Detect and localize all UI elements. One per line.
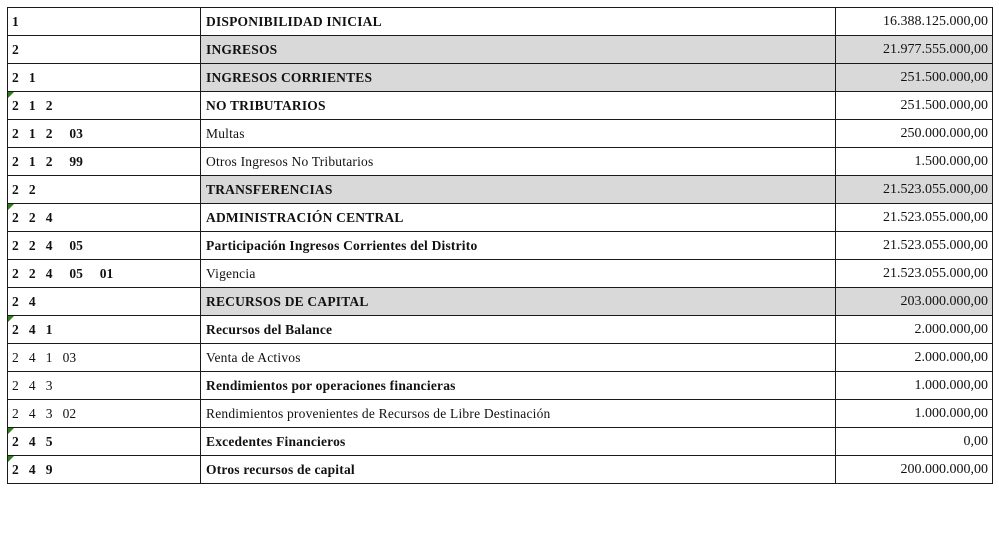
amount-cell[interactable] [836, 344, 993, 372]
table-row [8, 428, 993, 456]
account-code: 2 4 1 [12, 321, 53, 337]
account-code-cell[interactable] [8, 400, 201, 428]
account-code: 2 2 4 05 [12, 237, 83, 253]
account-code-cell[interactable] [8, 120, 201, 148]
account-name-cell[interactable] [201, 372, 836, 400]
account-name: Venta de Activos [206, 349, 301, 365]
account-code-cell[interactable] [8, 456, 201, 484]
account-name: Rendimientos por operaciones financieras [206, 377, 456, 393]
account-name: DISPONIBILIDAD INICIAL [206, 13, 382, 29]
table-row [8, 92, 993, 120]
table-row [8, 260, 993, 288]
amount-cell[interactable] [836, 288, 993, 316]
amount-value: 21.523.055.000,00 [883, 181, 988, 197]
table-row [8, 64, 993, 92]
table-row [8, 372, 993, 400]
amount-cell[interactable] [836, 92, 993, 120]
amount-cell[interactable] [836, 64, 993, 92]
account-name-cell[interactable] [201, 92, 836, 120]
amount-value: 1.000.000,00 [914, 377, 988, 393]
account-code: 2 4 3 02 [12, 405, 77, 421]
amount-value: 2.000.000,00 [914, 349, 988, 365]
account-name-cell[interactable] [201, 148, 836, 176]
account-code-cell[interactable] [8, 204, 201, 232]
account-name: Multas [206, 125, 245, 141]
amount-value: 21.523.055.000,00 [883, 209, 988, 225]
account-name-cell[interactable] [201, 120, 836, 148]
table-row [8, 288, 993, 316]
account-code-cell[interactable] [8, 232, 201, 260]
comment-marker-icon [8, 428, 14, 434]
table-row [8, 176, 993, 204]
amount-cell[interactable] [836, 8, 993, 36]
account-code: 2 2 4 [12, 209, 53, 225]
account-code: 2 4 [12, 293, 36, 309]
account-name: INGRESOS [206, 41, 278, 57]
amount-value: 251.500.000,00 [900, 97, 988, 113]
account-code: 2 2 [12, 181, 36, 197]
amount-cell[interactable] [836, 120, 993, 148]
account-name: ADMINISTRACIÓN CENTRAL [206, 209, 404, 225]
account-code: 2 1 2 99 [12, 153, 83, 169]
account-code: 2 [12, 41, 19, 57]
account-code-cell[interactable] [8, 64, 201, 92]
account-name: NO TRIBUTARIOS [206, 97, 326, 113]
account-code: 2 1 [12, 69, 36, 85]
account-name: Participación Ingresos Corrientes del Distrito [206, 237, 478, 253]
account-name: Vigencia [206, 265, 256, 281]
amount-cell[interactable] [836, 456, 993, 484]
table-row [8, 36, 993, 64]
amount-cell[interactable] [836, 316, 993, 344]
account-code: 2 2 4 05 01 [12, 265, 114, 281]
account-code-cell[interactable] [8, 92, 201, 120]
comment-marker-icon [8, 316, 14, 322]
comment-marker-icon [8, 204, 14, 210]
amount-value: 0,00 [963, 433, 988, 449]
account-name-cell[interactable] [201, 204, 836, 232]
account-name-cell[interactable] [201, 288, 836, 316]
account-name-cell[interactable] [201, 456, 836, 484]
amount-value: 1.000.000,00 [914, 405, 988, 421]
amount-value: 2.000.000,00 [914, 321, 988, 337]
account-name-cell[interactable] [201, 64, 836, 92]
amount-value: 200.000.000,00 [900, 461, 988, 477]
amount-cell[interactable] [836, 372, 993, 400]
account-code-cell[interactable] [8, 372, 201, 400]
table-row [8, 344, 993, 372]
amount-value: 16.388.125.000,00 [883, 13, 988, 29]
comment-marker-icon [8, 456, 14, 462]
amount-cell[interactable] [836, 232, 993, 260]
account-name: Recursos del Balance [206, 321, 333, 337]
account-name-cell[interactable] [201, 428, 836, 456]
amount-cell[interactable] [836, 176, 993, 204]
account-name: Otros Ingresos No Tributarios [206, 153, 374, 169]
account-name: Rendimientos provenientes de Recursos de Libre Destinación [206, 405, 551, 421]
account-code: 2 4 1 03 [12, 349, 77, 365]
amount-value: 1.500.000,00 [914, 153, 988, 169]
table-row [8, 232, 993, 260]
account-name-cell[interactable] [201, 176, 836, 204]
account-name-cell[interactable] [201, 36, 836, 64]
table-row [8, 456, 993, 484]
amount-cell[interactable] [836, 36, 993, 64]
account-code-cell[interactable] [8, 260, 201, 288]
table-row [8, 148, 993, 176]
account-code-cell[interactable] [8, 8, 201, 36]
account-name: Otros recursos de capital [206, 461, 355, 477]
account-name: RECURSOS DE CAPITAL [206, 293, 369, 309]
account-code: 2 1 2 [12, 97, 53, 113]
account-name-cell[interactable] [201, 8, 836, 36]
account-code: 2 4 9 [12, 461, 53, 477]
account-name-cell[interactable] [201, 232, 836, 260]
budget-rows [8, 8, 993, 484]
budget-table [7, 7, 993, 484]
amount-value: 21.977.555.000,00 [883, 41, 988, 57]
account-code-cell[interactable] [8, 288, 201, 316]
account-code-cell[interactable] [8, 428, 201, 456]
account-name: Excedentes Financieros [206, 433, 346, 449]
account-code-cell[interactable] [8, 148, 201, 176]
amount-value: 203.000.000,00 [900, 293, 988, 309]
account-name: TRANSFERENCIAS [206, 181, 333, 197]
amount-cell[interactable] [836, 428, 993, 456]
table-row [8, 8, 993, 36]
account-code: 2 1 2 03 [12, 125, 83, 141]
account-code-cell[interactable] [8, 176, 201, 204]
table-row [8, 400, 993, 428]
amount-value: 251.500.000,00 [900, 69, 988, 85]
account-name-cell[interactable] [201, 344, 836, 372]
account-name-cell[interactable] [201, 316, 836, 344]
amount-value: 21.523.055.000,00 [883, 237, 988, 253]
account-code-cell[interactable] [8, 316, 201, 344]
comment-marker-icon [8, 92, 14, 98]
table-row [8, 120, 993, 148]
account-code-cell[interactable] [8, 344, 201, 372]
amount-cell[interactable] [836, 260, 993, 288]
amount-cell[interactable] [836, 204, 993, 232]
account-name-cell[interactable] [201, 400, 836, 428]
amount-value: 250.000.000,00 [900, 125, 988, 141]
account-code-cell[interactable] [8, 36, 201, 64]
account-name: INGRESOS CORRIENTES [206, 69, 373, 85]
account-code: 1 [12, 13, 19, 29]
account-code: 2 4 5 [12, 433, 53, 449]
account-name-cell[interactable] [201, 260, 836, 288]
account-code: 2 4 3 [12, 377, 53, 393]
table-row [8, 204, 993, 232]
amount-cell[interactable] [836, 400, 993, 428]
amount-value: 21.523.055.000,00 [883, 265, 988, 281]
table-row [8, 316, 993, 344]
amount-cell[interactable] [836, 148, 993, 176]
